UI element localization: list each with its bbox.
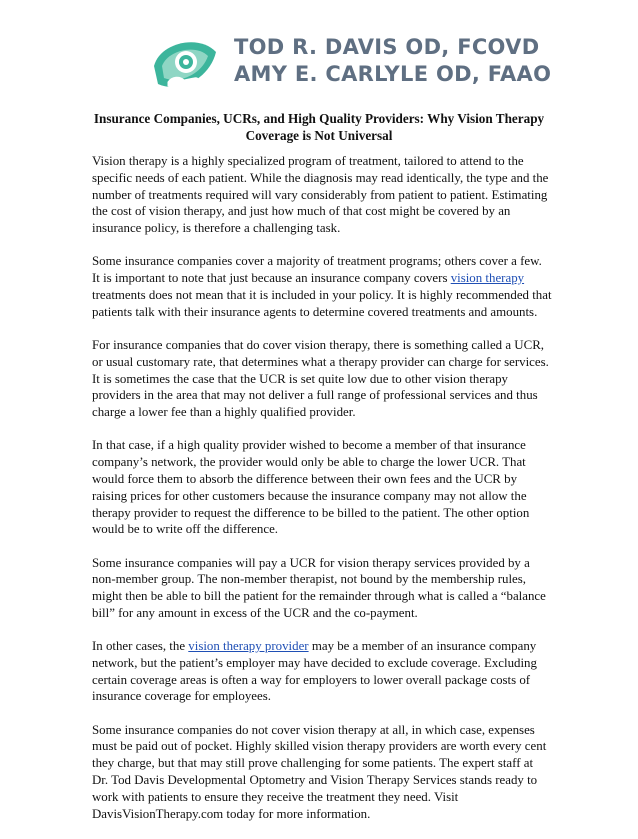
vision-therapy-provider-link[interactable]: vision therapy provider — [188, 639, 309, 654]
article-title: Insurance Companies, UCRs, and High Quality Providers: Why Vision Therapy Coverage is Not Universal — [93, 111, 545, 143]
paragraph-2-text-b: treatments does not mean that it is included in your policy. It is highly recommended that patients talk with their insurance agents to determine covered treatments and amounts. — [92, 287, 552, 319]
doctor-names — [234, 34, 551, 88]
letterhead — [150, 28, 552, 98]
paragraph-3: For insurance companies that do cover vision therapy, there is something called a UCR, or usual customary rate, that determines what a therapy provider can charge for services. It is sometimes the case that the UCR is set quite low due to other vision therapy providers in the area that may not deliver a full range of professional services and thus charge a lower fee than a highly qualified provider. — [92, 337, 549, 420]
paragraph-5: Some insurance companies will pay a UCR for vision therapy services provided by a non-member group. The non-member therapist, not bound by the membership rules, might then be able to bill the patient for the remainder through what is called a “balance bill” for any amount in excess of the UCR and the co-payment. — [92, 555, 546, 620]
paragraph-2 — [92, 253, 552, 320]
vision-therapy-link[interactable]: vision therapy — [450, 271, 525, 286]
doctor-name-line-1: TOD R. DAVIS OD, FCOVD — [234, 35, 540, 59]
doctor-name-line-2: AMY E. CARLYLE OD, FAAO — [234, 62, 552, 86]
paragraph-1: Vision therapy is a highly specialized program of treatment, tailored to attend to the specific needs of each patient. While the diagnosis may read identically, the type and the number of treatments required will vary considerably from patient to patient. Estimating the cost of vision therapy, and just how much of that cost might be covered by an insurance policy, is therefore a challenging task. — [92, 154, 549, 236]
paragraph-6-text-b: may be a member of an insurance company network, but the patient’s employer may have decided to exclude coverage. Excluding certain coverage areas is often a way for employers to lower overall package costs of insurance coverage for employees. — [92, 639, 537, 704]
paragraph-2-text-a: Some insurance companies cover a majority of treatment programs; others cover a few. It is important to note that just because an insurance company covers — [92, 254, 542, 286]
paragraph-6-text-a: In other cases, the — [92, 639, 189, 654]
paragraph-6 — [92, 638, 552, 705]
article-body — [92, 153, 552, 839]
paragraph-4: In that case, if a high quality provider wished to become a member of that insurance company’s network, the provider would only be able to charge the lower UCR. That would force them to absorb the difference between their own fees and the UCR by raising prices for other customers because the insurance company may not allow the therapy provider to request the difference to be billed to the patient. The other option would be to write off the difference. — [92, 438, 530, 537]
eye-hand-logo-icon — [150, 32, 220, 96]
paragraph-7: Some insurance companies do not cover vision therapy at all, in which case, expenses must be paid out of pocket. Highly skilled vision therapy providers are worth every cent they charge, but that may still prove challenging for some patients. The expert staff at Dr. Tod Davis Developmental Optometry and Vision Therapy Services stands ready to work with patients to ensure they receive the treatment they need. Visit DavisVisionTherapy.com today for more information. — [92, 722, 547, 821]
